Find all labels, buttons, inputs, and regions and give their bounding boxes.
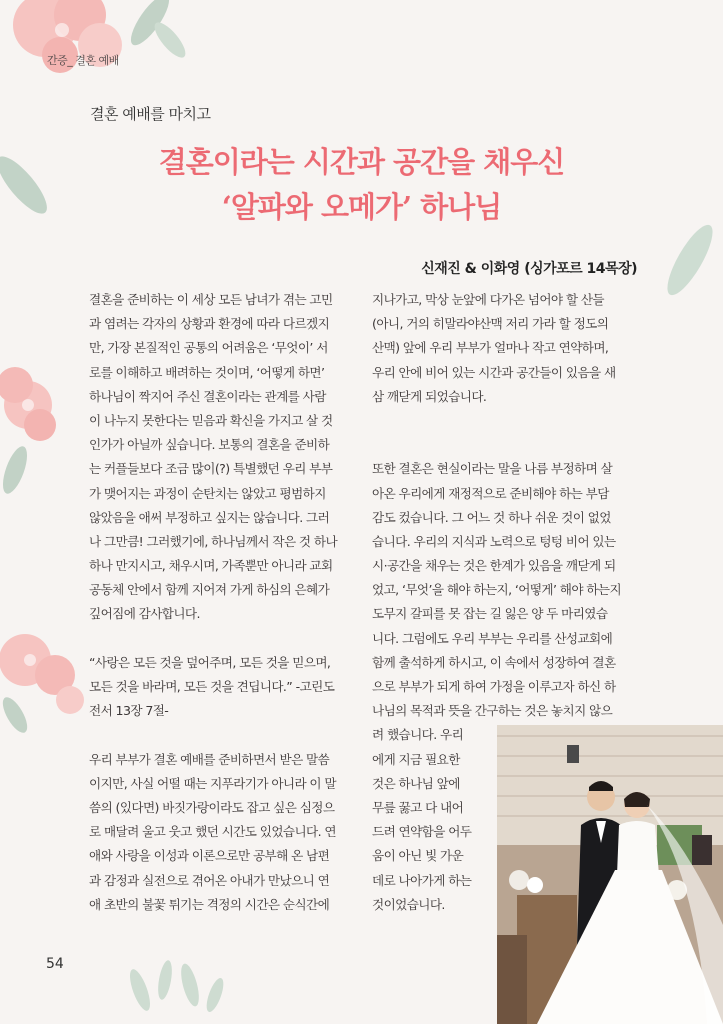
paragraph-gap <box>89 723 364 747</box>
text-line: 않았음을 애써 부정하고 싶지는 않습니다. 그러 <box>89 509 330 525</box>
text-line: 하나님이 짝지어 주신 결혼이라는 관계를 사람 <box>89 388 326 404</box>
left-column <box>89 288 364 917</box>
text-line: 씀의 (있다면) 바짓가랑이라도 잡고 싶은 심정으 <box>89 799 335 815</box>
wedding-photo <box>497 725 723 1024</box>
text-line: “사랑은 모든 것을 덮어주며, 모든 것을 믿으며, <box>89 654 331 670</box>
text-line: 우리 안에 비어 있는 시간과 공간들이 있음을 새 <box>372 364 616 380</box>
text-line: 만, 가장 본질적인 공통의 어려움은 ‘무엇이’ 서 <box>89 340 328 356</box>
page-number: 54 <box>46 956 64 972</box>
text-line: 것은 하나님 앞에 <box>372 775 460 791</box>
text-line: 또한 결혼은 현실이라는 말을 나름 부정하며 살 <box>372 461 613 477</box>
paragraph-gap <box>372 409 647 433</box>
text-line: 나님의 목적과 뜻을 간구하는 것은 놓치지 않으 <box>372 703 613 719</box>
text-line: (아니, 거의 히말라야산맥 저리 가라 할 정도의 <box>372 316 609 332</box>
flower-decoration-left-middle <box>0 360 70 510</box>
text-line: 우리 부부가 결혼 예배를 준비하면서 받은 말씀 <box>89 751 330 767</box>
text-line: 아온 우리에게 재정적으로 준비해야 하는 부담 <box>372 485 609 501</box>
text-line: 드려 연약함을 어두 <box>372 824 472 840</box>
text-line: 하나 만지시고, 채우시며, 가족뿐만 아니라 교회 <box>89 558 333 574</box>
text-line: 니다. 그럼에도 우리 부부는 우리를 산성교회에 <box>372 630 613 646</box>
text-line: 었고, ‘무엇’을 해야 하는지, ‘어떻게’ 해야 하는지 <box>372 582 622 598</box>
text-line: 습니다. 우리의 지식과 노력으로 텅텅 비어 있는 <box>372 533 616 549</box>
text-line: 나 그만큼! 그러했기에, 하나님께서 작은 것 하나 <box>89 533 338 549</box>
section-tag: 간증_ 결혼 예배 <box>47 54 119 67</box>
text-line: 애 초반의 불꽃 튀기는 격정의 시간은 순식간에 <box>89 896 330 912</box>
text-line: 삼 깨닫게 되었습니다. <box>372 388 487 404</box>
text-line: 애와 사랑을 이성과 이론으로만 공부해 온 남편 <box>89 848 330 864</box>
paragraph-gap <box>89 627 364 651</box>
paragraph-gap <box>372 433 647 457</box>
page-title-line-2: ‘알파와 오메가’ 하나님 <box>221 190 502 224</box>
text-line: 인가가 아닐까 싶습니다. 보통의 결혼을 준비하 <box>89 437 330 453</box>
text-line: 으로 부부가 되게 하여 가정을 이루고자 하신 하 <box>372 679 616 694</box>
text-line: 려 했습니다. 우리 <box>372 727 464 743</box>
text-line: 지나가고, 막상 눈앞에 다가온 넘어야 할 산들 <box>372 292 605 307</box>
text-line: 는 커플들보다 조금 많이(?) 특별했던 우리 부부 <box>89 461 333 477</box>
text-line: 감도 컸습니다. 그 어느 것 하나 쉬운 것이 없었 <box>372 509 611 525</box>
text-line: 모든 것을 바라며, 모든 것을 견딥니다.” -고린도 <box>89 679 335 694</box>
text-line: 로를 이해하고 배려하는 것이며, ‘어떻게 하면’ <box>89 364 325 380</box>
text-line: 무릎 꿇고 다 내어 <box>372 799 464 815</box>
text-line: 도무지 갈피를 못 잡는 길 잃은 양 두 마리였습 <box>372 606 608 622</box>
text-line: 움이 아닌 빛 가운 <box>372 848 464 864</box>
text-line: 산맥) 앞에 우리 부부가 얼마나 작고 연약하며, <box>372 340 609 356</box>
leaf-decoration-bottom <box>120 940 260 1024</box>
flower-decoration-left-lower <box>0 630 90 740</box>
text-line: 에게 지금 필요한 <box>372 751 460 767</box>
text-line: 함께 출석하게 하시고, 이 속에서 성장하여 결혼 <box>372 654 616 670</box>
text-line: 가 맺어지는 과정이 순탄치는 않았고 평범하지 <box>89 485 326 501</box>
text-line: 과 감정과 실전으로 겪어온 아내가 만났으니 연 <box>89 872 330 888</box>
text-line: 전서 13장 7절- <box>89 703 169 719</box>
author-byline: 신재진 & 이화영 (싱가포르 14목장) <box>421 261 637 277</box>
page-title-line-1: 결혼이라는 시간과 공간을 채우신 <box>158 145 565 179</box>
text-line: 데로 나아가게 하는 <box>372 872 472 888</box>
subtitle: 결혼 예배를 마치고 <box>90 105 211 123</box>
text-line: 결혼을 준비하는 이 세상 모든 남녀가 겪는 고민 <box>89 292 333 307</box>
text-line: 공동체 안에서 함께 지어져 가게 하심의 은혜가 <box>89 582 330 598</box>
text-line: 이지만, 사실 어떨 때는 지푸라기가 아니라 이 말 <box>89 775 336 791</box>
text-line: 깊어짐에 감사합니다. <box>89 606 200 622</box>
text-line: 이 나누지 못한다는 믿음과 확신을 가지고 살 것 <box>89 412 333 428</box>
text-line: 과 염려는 각자의 상황과 환경에 따라 다르겠지 <box>89 316 330 332</box>
text-line: 로 매달려 울고 웃고 했던 시간도 있었습니다. 연 <box>89 824 336 840</box>
text-line: 시·공간을 채우는 것은 한계가 있음을 깨닫게 되 <box>372 558 616 574</box>
text-line: 것이었습니다. <box>372 896 445 912</box>
